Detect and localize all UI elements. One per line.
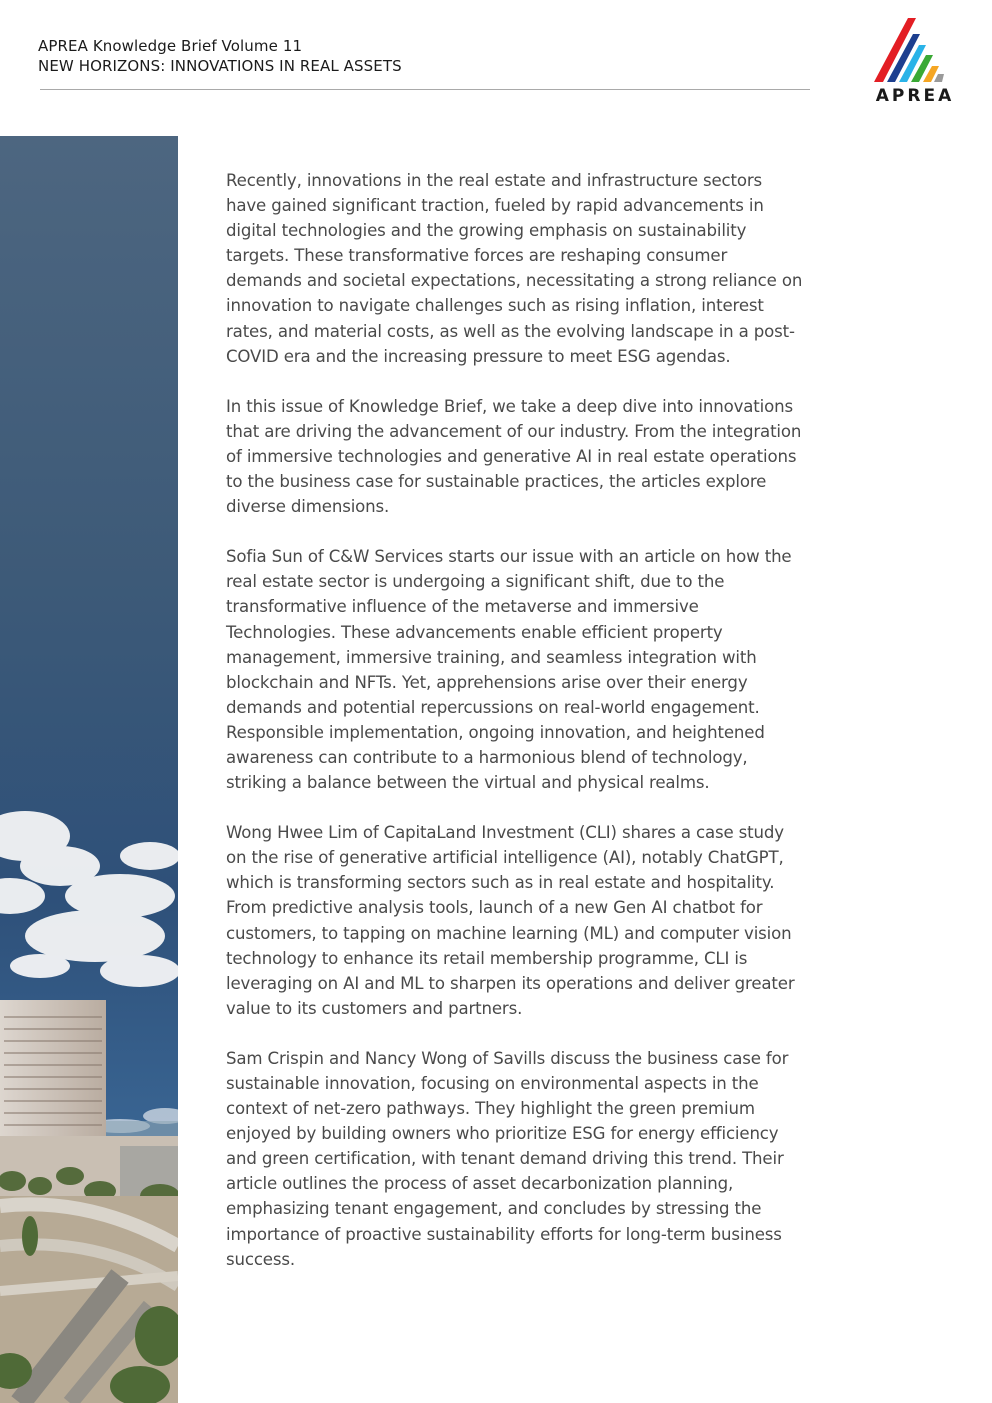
paragraph-metaverse: Sofia Sun of C&W Services starts our issue with an article on how the real estate sector is undergoing a significant shift, due to the transformative influence of the metaverse and immersive Technologies. These advancements enable efficient property management, immersive training, and seamless integration with blockchain and NFTs. Yet, apprehensions arise over their energy demands and potential repercussions on real-world engagement. Responsible implementation, ongoing innovation, and heightened awareness can contribute to a harmonious blend of technology, striking a balance between the virtual and physical realms.	[226, 547, 792, 793]
aprea-logo-icon	[870, 16, 956, 86]
publication-title: APREA Knowledge Brief Volume 11	[38, 37, 303, 55]
header-divider	[40, 89, 810, 90]
document-header	[38, 36, 402, 76]
paragraph-sustainability: Sam Crispin and Nancy Wong of Savills discuss the business case for sustainable innovation, focusing on environmental aspects in the context of net-zero pathways. They highlight the green premium enjoyed by building owners who prioritize ESG for energy efficiency and green certification, with tenant demand driving this trend. Their article outlines the process of asset decarbonization planning, emphasizing tenant engagement, and concludes by stressing the importance of proactive sustainability efforts for long-term business success.	[226, 1048, 789, 1269]
issue-title: NEW HORIZONS: INNOVATIONS IN REAL ASSETS	[38, 57, 402, 75]
logo-wordmark: APREA	[875, 86, 955, 106]
paragraph-generative-ai: Wong Hwee Lim of CapitaLand Investment (CLI) shares a case study on the rise of generative artificial intelligence (AI), notably ChatGPT, which is transforming sectors such as in real estate and hospitality. From predictive analysis tools, launch of a new Gen AI chatbot for customers, to tapping on machine learning (ML) and computer vision technology to enhance its retail membership programme, CLI is leveraging on AI and ML to sharpen its operations and deliver greater value to its customers and partners.	[226, 823, 795, 1018]
aprea-logo	[862, 16, 962, 108]
city-skyline-photo	[0, 136, 178, 1403]
article-body	[226, 168, 806, 1297]
paragraph-intro: Recently, innovations in the real estate and infrastructure sectors have gained significant traction, fueled by rapid advancements in digital technologies and the growing emphasis on sustainability targets. These transformative forces are reshaping consumer demands and societal expectations, necessitating a strong reliance on innovation to navigate challenges such as rising inflation, interest rates, and material costs, as well as the evolving landscape in a post-COVID era and the increasing pressure to meet ESG agendas.	[226, 171, 803, 366]
paragraph-issue-overview: In this issue of Knowledge Brief, we take a deep dive into innovations that are driving the advancement of our industry. From the integration of immersive technologies and generative AI in real estate operations to the business case for sustainable practices, the articles explore diverse dimensions.	[226, 396, 802, 517]
